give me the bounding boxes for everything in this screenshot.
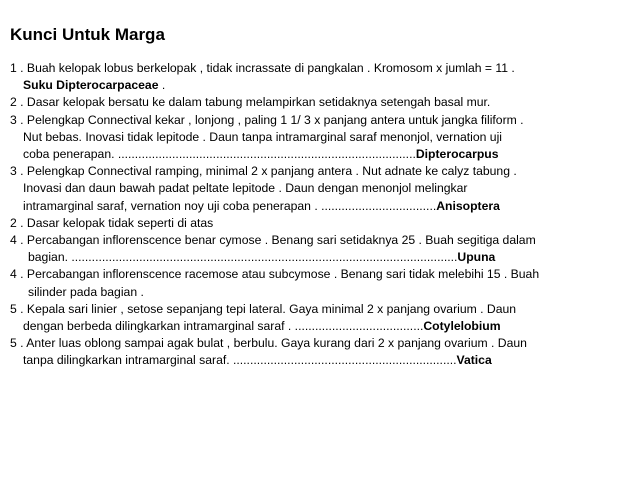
entry-leader-text: coba penerapan. ........................................................................................ <box>23 147 416 162</box>
taxon-name: Suku Dipterocarpaceae <box>23 78 159 93</box>
key-entry <box>10 215 628 232</box>
entry-lead-line: 4 . Percabangan inflorenscence racemose atau subcymose . Benang sari tidak melebihi 15 . Buah <box>10 267 540 282</box>
entry-result-line <box>10 352 628 369</box>
taxon-name: Vatica <box>456 353 492 368</box>
key-entry <box>10 112 628 164</box>
entry-result-line <box>10 249 628 266</box>
entry-lead-line: 3 . Pelengkap Connectival kekar , lonjong , paling 1 1/ 3 x panjang antera untuk jangka filiform . <box>10 112 524 127</box>
entry-continuation-line: Inovasi dan daun bawah padat peltate lepitode . Daun dengan menonjol melingkar <box>23 181 468 196</box>
entry-lead-line: 1 . Buah kelopak lobus berkelopak , tidak incrassate di pangkalan . Kromosom x jumlah = 11 . <box>10 61 515 75</box>
key-entry <box>10 163 628 215</box>
entry-lead-line: 2 . Dasar kelopak bersatu ke dalam tabung melampirkan setidaknya setengah basal mur. <box>10 95 491 110</box>
entry-leader-text: tanpa dilingkarkan intramarginal saraf. .................................................................. <box>23 353 457 368</box>
taxon-name: Dipterocarpus <box>415 147 499 162</box>
key-entry <box>10 335 628 369</box>
entry-continuation-line: silinder pada bagian . <box>28 284 144 299</box>
key-entry <box>10 94 628 111</box>
entry-result-line <box>10 77 628 94</box>
taxon-name: Cotylelobium <box>423 319 501 334</box>
entry-result-line <box>10 198 628 215</box>
slide-title: Kunci Untuk Marga <box>10 25 165 44</box>
entry-result-line <box>10 146 628 163</box>
key-entry <box>10 301 628 335</box>
key-entries <box>10 60 628 370</box>
entry-lead-line: 4 . Percabangan inflorenscence benar cymose . Benang sari setidaknya 25 . Buah segitiga dalam <box>10 233 536 248</box>
taxon-name: Upuna <box>457 250 496 265</box>
entry-leader-text: dengan berbeda dilingkarkan intramarginal saraf . ...................................... <box>23 319 424 334</box>
key-entry <box>10 266 628 300</box>
key-entry <box>10 60 628 94</box>
entry-lead-line: 5 . Anter luas oblong sampai agak bulat , berbulu. Gaya kurang dari 2 x panjang ovarium . Daun <box>10 336 527 351</box>
entry-lead-line: 5 . Kepala sari linier , setose sepanjang tepi lateral. Gaya minimal 2 x panjang ovarium . Daun <box>10 301 517 316</box>
entry-result-line <box>10 318 628 335</box>
entry-continuation-line: Nut bebas. Inovasi tidak lepitode . Daun tanpa intramarginal saraf menonjol, vernation uji <box>23 129 502 144</box>
entry-leader-text: intramarginal saraf, vernation noy uji coba penerapan . .................................. <box>23 198 437 213</box>
entry-suffix: . <box>158 78 166 93</box>
taxon-name: Anisoptera <box>436 198 500 213</box>
entry-leader-text: bagian. .................................................................................................................. <box>28 250 458 265</box>
key-entry <box>10 232 628 266</box>
entry-lead-line: 2 . Dasar kelopak tidak seperti di atas <box>10 215 214 230</box>
entry-lead-line: 3 . Pelengkap Connectival ramping, minimal 2 x panjang antera . Nut adnate ke calyz tabung . <box>10 164 517 179</box>
